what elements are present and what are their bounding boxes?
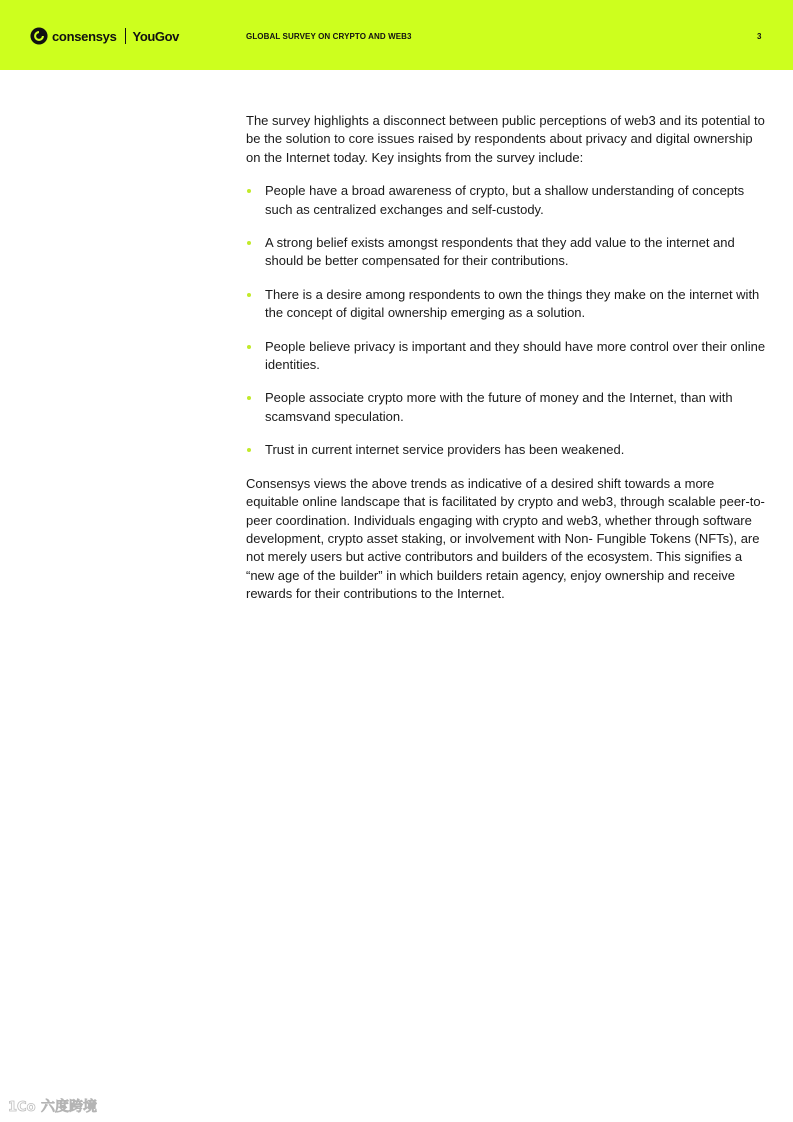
bullet-dot-icon <box>247 396 251 400</box>
list-item <box>246 389 766 426</box>
list-item <box>246 441 766 459</box>
consensys-brand-name: consensys <box>52 28 117 44</box>
key-insights-list <box>246 182 766 459</box>
intro-paragraph: The survey highlights a disconnect between public perceptions of web3 and its potential to be the solution to core issues raised by respondents about privacy and digital ownership on the Internet today. Key insights from the survey include: <box>246 113 765 165</box>
list-item <box>246 338 766 375</box>
main-content <box>246 112 766 604</box>
list-item <box>246 182 766 219</box>
list-item-text: People have a broad awareness of crypto, but a shallow understanding of concepts such as centralized exchanges and self-custody. <box>265 183 745 217</box>
page-header <box>0 0 793 70</box>
page-number: 3 <box>757 32 762 41</box>
list-item <box>246 234 766 271</box>
bullet-dot-icon <box>247 293 251 297</box>
watermark <box>8 1096 97 1116</box>
list-item-text: People believe privacy is important and they should have more control over their online identities. <box>265 338 766 373</box>
conclusion-paragraph: Consensys views the above trends as indicative of a desired shift towards a more equitable online landscape that is facilitated by crypto and web3, through scalable peer-to-peer coordination. Individuals engaging with crypto and web3, whether through software development, crypto asset staking, or involvement with Non- Fungible Tokens (NFTs), are not merely users but active contributors and builders of the ecosystem. This signifies a “new age of the builder” in which builders retain agency, enjoy ownership and receive rewards for their contributions to the Internet. <box>246 475 765 602</box>
yougov-brand-name: YouGov <box>132 28 179 44</box>
list-item-text: People associate crypto more with the future of money and the Internet, than with scamsvand speculation. <box>265 390 733 424</box>
bullet-dot-icon <box>247 189 251 193</box>
bullet-dot-icon <box>247 345 251 349</box>
list-item-text: A strong belief exists amongst respondents that they add value to the internet and should be better compensated for their contributions. <box>265 235 735 269</box>
logo-divider <box>125 28 126 44</box>
list-item-text: Trust in current internet service providers has been weakened. <box>265 442 625 458</box>
report-title: GLOBAL SURVEY ON CRYPTO AND WEB3 <box>246 32 412 41</box>
watermark-logo-icon <box>8 1097 38 1115</box>
list-item <box>246 286 766 323</box>
brand-logos <box>30 26 179 46</box>
watermark-text: 六度跨境 <box>41 1098 97 1114</box>
svg-text:1Co: 1Co <box>8 1100 36 1115</box>
list-item-text: There is a desire among respondents to own the things they make on the internet with the concept of digital ownership emerging as a solution. <box>265 286 760 321</box>
consensys-logo-icon <box>30 27 48 45</box>
bullet-dot-icon <box>247 448 251 452</box>
bullet-dot-icon <box>247 241 251 245</box>
